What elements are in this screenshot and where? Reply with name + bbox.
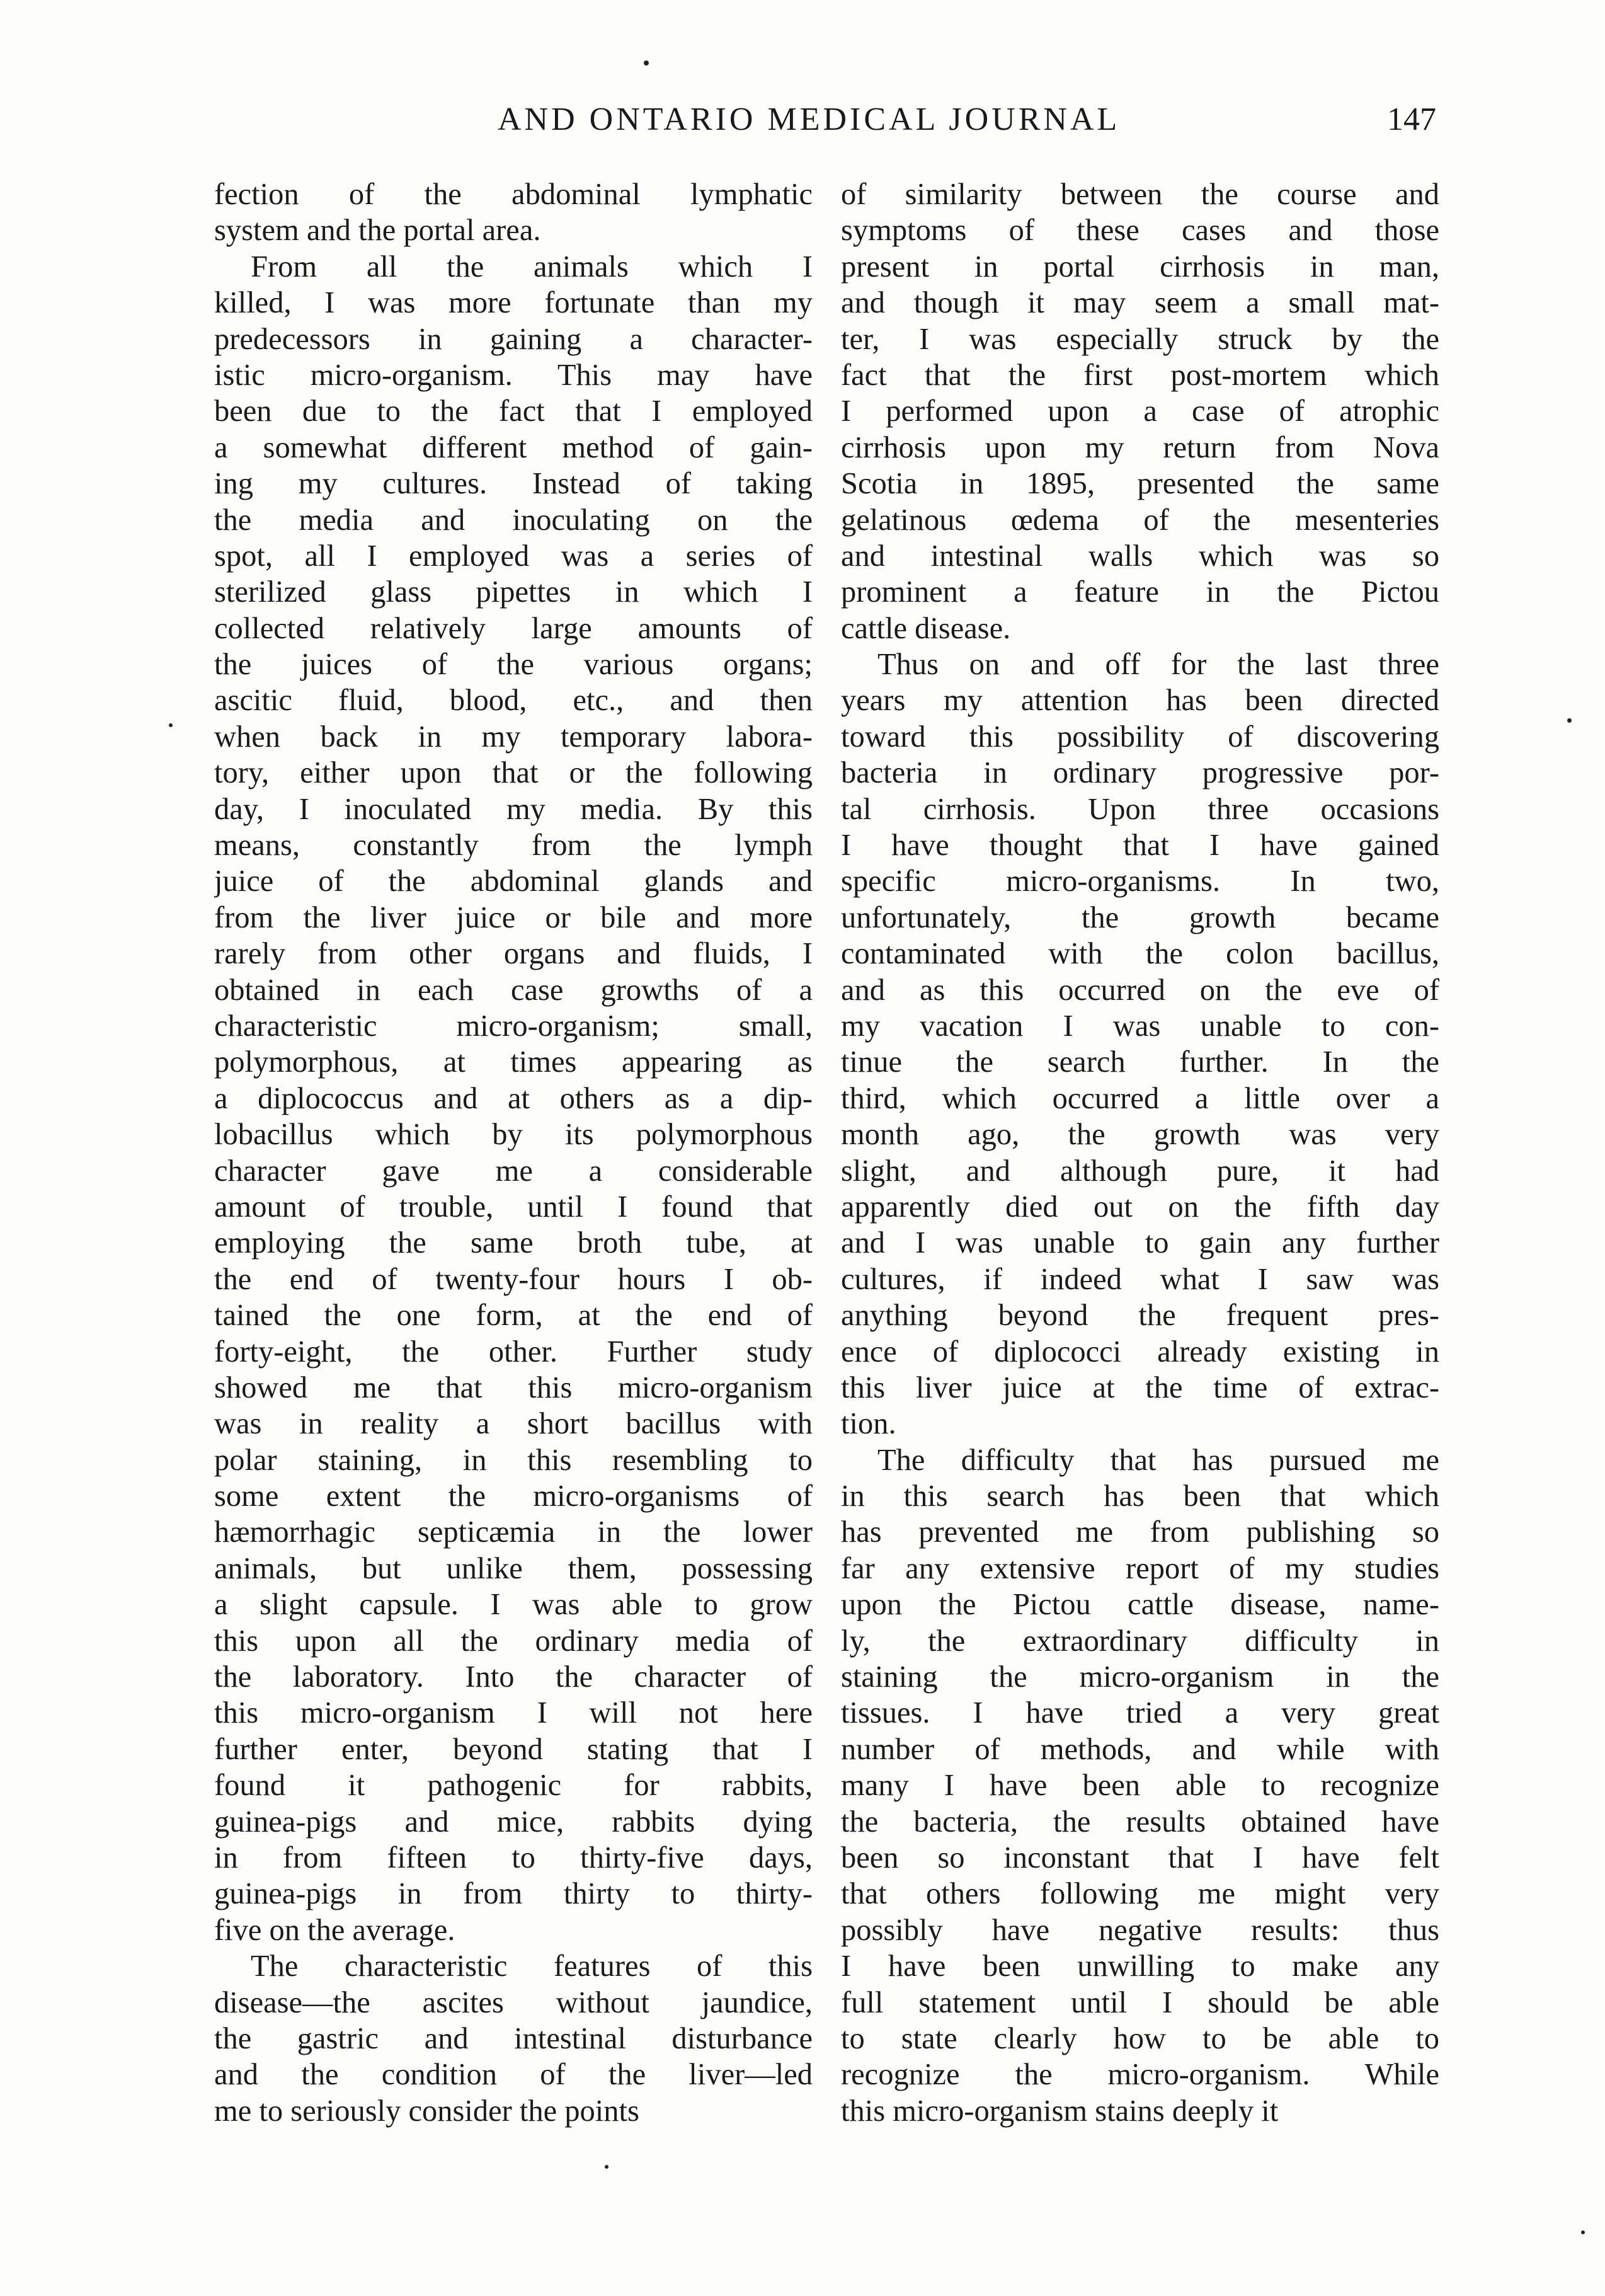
scan-speck (644, 60, 649, 66)
left-column-line: a slight capsule. I was able to grow (214, 1588, 813, 1622)
left-column-line: showed me that this micro-organism (214, 1370, 813, 1404)
scan-speck (1581, 2230, 1585, 2234)
left-column-line: the juices of the various organs; (214, 648, 813, 682)
left-column-line: amount of trouble, until I found that (214, 1190, 813, 1224)
left-column-line: a somewhat different method of gain- (214, 430, 813, 464)
right-column-line: tion. (841, 1407, 896, 1441)
scan-speck (169, 723, 173, 727)
right-column-line: of similarity between the course and (841, 178, 1439, 211)
left-column-line: ascitic fluid, blood, etc., and then (214, 684, 813, 718)
right-column-line: this liver juice at the time of extrac- (841, 1370, 1439, 1404)
left-column-line: obtained in each case growths of a (214, 973, 813, 1007)
left-column-line: this micro-organism I will not here (214, 1696, 813, 1730)
right-column-line: far any extensive report of my studies (841, 1551, 1439, 1585)
scan-speck (605, 2165, 608, 2169)
right-column-line: fact that the first post-mortem which (841, 358, 1439, 392)
page-header (214, 101, 1436, 151)
right-column-line: bacteria in ordinary progressive por- (841, 756, 1439, 790)
left-column-line: further enter, beyond stating that I (214, 1732, 813, 1766)
left-column-line: istic micro-organism. This may have (214, 358, 813, 392)
right-column-line: number of methods, and while with (841, 1732, 1439, 1766)
right-column-line: tal cirrhosis. Upon three occasions (841, 792, 1439, 826)
left-column-line: when back in my temporary labora- (214, 720, 813, 754)
left-column-line: killed, I was more fortunate than my (214, 286, 813, 320)
right-column-line: the bacteria, the results obtained have (841, 1805, 1439, 1839)
right-column-line: I have thought that I have gained (841, 829, 1439, 863)
left-column-line: the media and inoculating on the (214, 503, 813, 537)
left-column-line: animals, but unlike them, possessing (214, 1551, 813, 1585)
left-column-line: in from fifteen to thirty-five days, (214, 1840, 813, 1874)
right-column-line: cultures, if indeed what I saw was (841, 1262, 1439, 1296)
left-column-line: means, constantly from the lymph (214, 829, 813, 863)
left-column-line: tory, either upon that or the following (214, 756, 813, 790)
left-column-line: predecessors in gaining a character- (214, 322, 813, 356)
right-column-line: toward this possibility of discovering (841, 720, 1439, 754)
left-column-line: found it pathogenic for rabbits, (214, 1769, 813, 1803)
left-column-line: some extent the micro-organisms of (214, 1479, 813, 1513)
left-column-line: the end of twenty-four hours I ob- (214, 1262, 813, 1296)
right-column-line: The difficulty that has pursued me (877, 1443, 1439, 1477)
left-column-line: day, I inoculated my media. By this (214, 792, 813, 826)
left-column-line: sterilized glass pipettes in which I (214, 575, 813, 609)
left-column-line: tained the one form, at the end of (214, 1299, 813, 1333)
right-column-line: my vacation I was unable to con- (841, 1009, 1439, 1043)
right-column-line: years my attention has been directed (841, 684, 1439, 718)
right-column-line: ter, I was especially struck by the (841, 322, 1439, 356)
right-column-line: full statement until I should be able (841, 1985, 1439, 2019)
right-column-line: upon the Pictou cattle disease, name- (841, 1588, 1439, 1622)
left-column-line: rarely from other organs and fluids, I (214, 937, 813, 971)
left-column-line: was in reality a short bacillus with (214, 1407, 813, 1441)
left-column-line: guinea-pigs and mice, rabbits dying (214, 1805, 813, 1839)
left-column-line: ing my cultures. Instead of taking (214, 467, 813, 501)
running-title: AND ONTARIO MEDICAL JOURNAL (498, 101, 1121, 137)
left-column-line: juice of the abdominal glands and (214, 864, 813, 898)
left-column-line: character gave me a considerable (214, 1154, 813, 1188)
right-text-column (841, 176, 1439, 2129)
right-column-line: been so inconstant that I have felt (841, 1840, 1439, 1874)
page-number: 147 (1387, 101, 1436, 137)
right-column-line: month ago, the growth was very (841, 1118, 1439, 1152)
right-column-line: symptoms of these cases and those (841, 214, 1439, 248)
right-column-line: gelatinous œdema of the mesenteries (841, 503, 1439, 537)
right-column-line: many I have been able to recognize (841, 1769, 1439, 1803)
left-text-column (214, 176, 813, 2129)
left-column-line: been due to the fact that I employed (214, 394, 813, 428)
left-column-line: fection of the abdominal lymphatic (214, 178, 813, 211)
right-column-line: cattle disease. (841, 611, 1011, 645)
right-column-line: recognize the micro-organism. While (841, 2058, 1439, 2092)
right-column-line: apparently died out on the fifth day (841, 1190, 1439, 1224)
right-column-line: that others following me might very (841, 1877, 1439, 1911)
left-column-line: characteristic micro-organism; small, (214, 1009, 813, 1043)
left-column-line: and the condition of the liver—led (214, 2058, 813, 2092)
right-column-line: anything beyond the frequent pres- (841, 1299, 1439, 1333)
right-column-line: Thus on and off for the last three (877, 648, 1439, 682)
right-column-line: I performed upon a case of atrophic (841, 394, 1439, 428)
left-column-line: spot, all I employed was a series of (214, 539, 813, 573)
left-column-line: lobacillus which by its polymorphous (214, 1118, 813, 1152)
left-column-line: collected relatively large amounts of (214, 611, 813, 645)
right-column-line: contaminated with the colon bacillus, (841, 937, 1439, 971)
left-column-line: five on the average. (214, 1913, 455, 1947)
right-column-line: and intestinal walls which was so (841, 539, 1439, 573)
left-column-line: disease—the ascites without jaundice, (214, 1985, 813, 2019)
left-column-line: hæmorrhagic septicæmia in the lower (214, 1515, 813, 1549)
right-column-line: in this search has been that which (841, 1479, 1439, 1513)
left-column-line: guinea-pigs in from thirty to thirty- (214, 1877, 813, 1911)
right-column-line: unfortunately, the growth became (841, 900, 1439, 934)
left-column-line: a diplococcus and at others as a dip- (214, 1081, 813, 1115)
right-column-line: Scotia in 1895, presented the same (841, 467, 1439, 501)
right-column-line: ence of diplococci already existing in (841, 1335, 1439, 1369)
left-column-line: the gastric and intestinal disturbance (214, 2021, 813, 2055)
right-column-line: slight, and although pure, it had (841, 1154, 1439, 1188)
left-column-line: me to seriously consider the points (214, 2094, 639, 2128)
right-column-line: present in portal cirrhosis in man, (841, 250, 1439, 284)
left-column-line: from the liver juice or bile and more (214, 900, 813, 934)
left-column-line: polymorphous, at times appearing as (214, 1045, 813, 1079)
right-column-line: to state clearly how to be able to (841, 2021, 1439, 2055)
right-column-line: and I was unable to gain any further (841, 1226, 1439, 1260)
right-column-line: prominent a feature in the Pictou (841, 575, 1439, 609)
right-column-line: third, which occurred a little over a (841, 1081, 1439, 1115)
left-column-line: the laboratory. Into the character of (214, 1660, 813, 1694)
left-column-line: system and the portal area. (214, 214, 541, 248)
left-column-line: this upon all the ordinary media of (214, 1624, 813, 1658)
right-column-line: ly, the extraordinary difficulty in (841, 1624, 1439, 1658)
left-column-line: employing the same broth tube, at (214, 1226, 813, 1260)
right-column-line: tissues. I have tried a very great (841, 1696, 1439, 1730)
right-column-line: this micro-organism stains deeply it (841, 2094, 1279, 2128)
scan-speck (1567, 718, 1572, 723)
right-column-line: I have been unwilling to make any (841, 1949, 1439, 1983)
left-column-line: forty-eight, the other. Further study (214, 1335, 813, 1369)
right-column-line: possibly have negative results: thus (841, 1913, 1439, 1947)
right-column-line: and though it may seem a small mat- (841, 286, 1439, 320)
right-column-line: specific micro-organisms. In two, (841, 864, 1439, 898)
right-column-line: tinue the search further. In the (841, 1045, 1439, 1079)
right-column-line: and as this occurred on the eve of (841, 973, 1439, 1007)
right-column-line: has prevented me from publishing so (841, 1515, 1439, 1549)
right-column-line: staining the micro-organism in the (841, 1660, 1439, 1694)
left-column-line: The characteristic features of this (251, 1949, 813, 1983)
left-column-line: polar staining, in this resembling to (214, 1443, 813, 1477)
left-column-line: From all the animals which I (251, 250, 813, 284)
right-column-line: cirrhosis upon my return from Nova (841, 430, 1439, 464)
